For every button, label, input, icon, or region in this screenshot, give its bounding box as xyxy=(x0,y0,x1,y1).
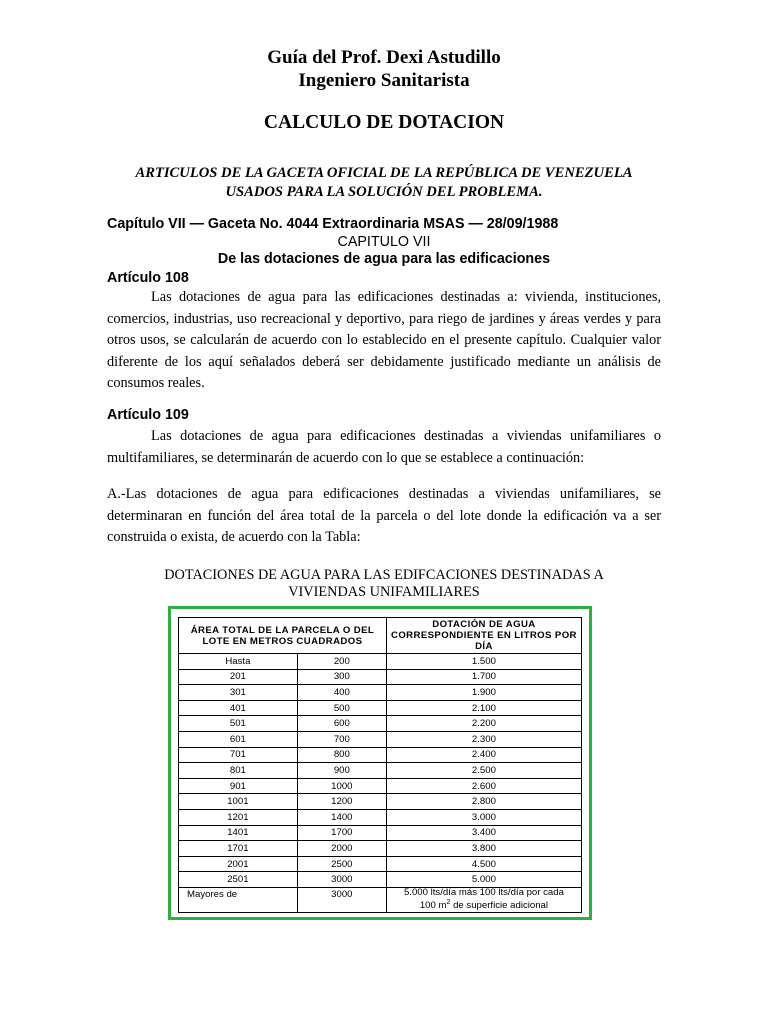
gaceta-heading-line1: ARTICULOS DE LA GACETA OFICIAL DE LA REPÚBLICA DE VENEZUELA xyxy=(135,165,633,181)
area-to-cell: 3000 xyxy=(297,872,386,888)
header-area: ÁREA TOTAL DE LA PARCELA O DEL LOTE EN METROS CUADRADOS xyxy=(179,618,387,654)
dotation-cell xyxy=(386,887,581,912)
area-from-cell: 2501 xyxy=(179,872,298,888)
dotation-cell: 2.300 xyxy=(386,731,581,747)
area-to-cell: 3000 xyxy=(297,887,386,912)
area-from-cell: 301 xyxy=(179,685,298,701)
area-from-cell: 701 xyxy=(179,747,298,763)
article-109-title: Artículo 109 xyxy=(107,407,189,423)
table-row xyxy=(179,794,582,810)
chapter-reference: Capítulo VII — Gaceta No. 4044 Extraordinaria MSAS — 28/09/1988 xyxy=(107,216,559,232)
table-row xyxy=(179,778,582,794)
dotation-table-frame xyxy=(168,606,592,920)
dotation-cell: 4.500 xyxy=(386,856,581,872)
table-row xyxy=(179,731,582,747)
dotation-cell: 1.700 xyxy=(386,669,581,685)
area-from-cell: 1201 xyxy=(179,809,298,825)
dotation-cell: 2.600 xyxy=(386,778,581,794)
table-title xyxy=(100,567,668,601)
area-from-cell: Hasta xyxy=(179,654,298,670)
area-to-cell: 2500 xyxy=(297,856,386,872)
table-row-last xyxy=(179,887,582,912)
article-109-text: Las dotaciones de agua para edificaciones destinadas a viviendas unifamiliares o multifamiliares, se determinarán de acuerdo con lo que se establece a continuación: xyxy=(107,428,661,466)
dotation-cell: 3.000 xyxy=(386,809,581,825)
area-to-cell: 1200 xyxy=(297,794,386,810)
area-from-cell: Mayores de xyxy=(179,887,298,912)
dotation-note-sup: 2 xyxy=(446,899,451,907)
author-name: Guía del Prof. Dexi Astudillo xyxy=(267,47,501,68)
area-to-cell: 1000 xyxy=(297,778,386,794)
table-row xyxy=(179,856,582,872)
area-from-cell: 801 xyxy=(179,763,298,779)
area-from-cell: 401 xyxy=(179,700,298,716)
page-title: CALCULO DE DOTACION xyxy=(263,112,505,133)
table-row xyxy=(179,685,582,701)
dotation-cell: 1.500 xyxy=(386,654,581,670)
table-title-line1: DOTACIONES DE AGUA PARA LAS EDIFCACIONES DESTINADAS A xyxy=(164,567,604,583)
article-108-title: Artículo 108 xyxy=(107,270,189,286)
area-from-cell: 201 xyxy=(179,669,298,685)
table-row xyxy=(179,700,582,716)
area-from-cell: 1001 xyxy=(179,794,298,810)
article-108-text: Las dotaciones de agua para las edificaciones destinadas a: vivienda, instituciones, comercios, industrias, uso recreacional y deportivo, para riego de jardines y áreas verdes y para otros usos, se calcularán de acuerdo con lo establecido en el presente capítulo. Cualquier valor diferente de los aquí señalados deberá ser debidamente justificado mediante un análisis de consumos reales. xyxy=(107,289,661,391)
area-from-cell: 901 xyxy=(179,778,298,794)
table-body xyxy=(179,654,582,913)
area-to-cell: 200 xyxy=(297,654,386,670)
dotation-note-pre: 100 m xyxy=(419,900,447,912)
dotation-note-line1: 5.000 lts/día más 100 lts/día por cada xyxy=(403,887,564,899)
area-from-cell: 601 xyxy=(179,731,298,747)
area-from-cell: 2001 xyxy=(179,856,298,872)
area-to-cell: 600 xyxy=(297,716,386,732)
dotation-cell: 1.900 xyxy=(386,685,581,701)
author-title: Ingeniero Sanitarista xyxy=(298,70,470,91)
area-from-cell: 1401 xyxy=(179,825,298,841)
dotation-table xyxy=(178,617,582,913)
dotation-cell: 2.800 xyxy=(386,794,581,810)
area-from-cell: 501 xyxy=(179,716,298,732)
dotation-cell: 2.200 xyxy=(386,716,581,732)
table-row xyxy=(179,654,582,670)
area-to-cell: 300 xyxy=(297,669,386,685)
chapter-subtitle: De las dotaciones de agua para las edificaciones xyxy=(217,251,551,267)
dotation-cell: 5.000 xyxy=(386,872,581,888)
area-to-cell: 2000 xyxy=(297,841,386,857)
area-to-cell: 1400 xyxy=(297,809,386,825)
area-from-cell: 1701 xyxy=(179,841,298,857)
dotation-note-post: de superficie adicional xyxy=(450,900,549,912)
table-row xyxy=(179,763,582,779)
dotation-cell: 3.800 xyxy=(386,841,581,857)
dotation-cell: 3.400 xyxy=(386,825,581,841)
dotation-cell: 2.100 xyxy=(386,700,581,716)
table-row xyxy=(179,841,582,857)
table-row xyxy=(179,669,582,685)
chapter-center-title: CAPITULO VII xyxy=(337,234,431,250)
paragraph-a: A.-Las dotaciones de agua para edificaciones destinadas a viviendas unifamiliares, se determinaran en función del área total de la parcela o del lote donde la edificación va a ser construida o exista, de acuerdo con la Tabla: xyxy=(107,486,661,545)
area-to-cell: 1700 xyxy=(297,825,386,841)
table-row xyxy=(179,809,582,825)
table-row xyxy=(179,716,582,732)
gaceta-heading-line2: USADOS PARA LA SOLUCIÓN DEL PROBLEMA. xyxy=(225,184,543,200)
area-to-cell: 500 xyxy=(297,700,386,716)
table-row xyxy=(179,747,582,763)
header-dotation: DOTACIÓN DE AGUA CORRESPONDIENTE EN LITROS POR DÍA xyxy=(386,618,581,654)
dotation-note-line2 xyxy=(387,898,581,911)
area-to-cell: 700 xyxy=(297,731,386,747)
table-row xyxy=(179,825,582,841)
area-to-cell: 800 xyxy=(297,747,386,763)
gaceta-heading xyxy=(100,164,668,202)
area-to-cell: 400 xyxy=(297,685,386,701)
table-title-line2: VIVIENDAS UNIFAMILIARES xyxy=(288,584,480,600)
table-row xyxy=(179,872,582,888)
dotation-cell: 2.400 xyxy=(386,747,581,763)
dotation-cell: 2.500 xyxy=(386,763,581,779)
area-to-cell: 900 xyxy=(297,763,386,779)
